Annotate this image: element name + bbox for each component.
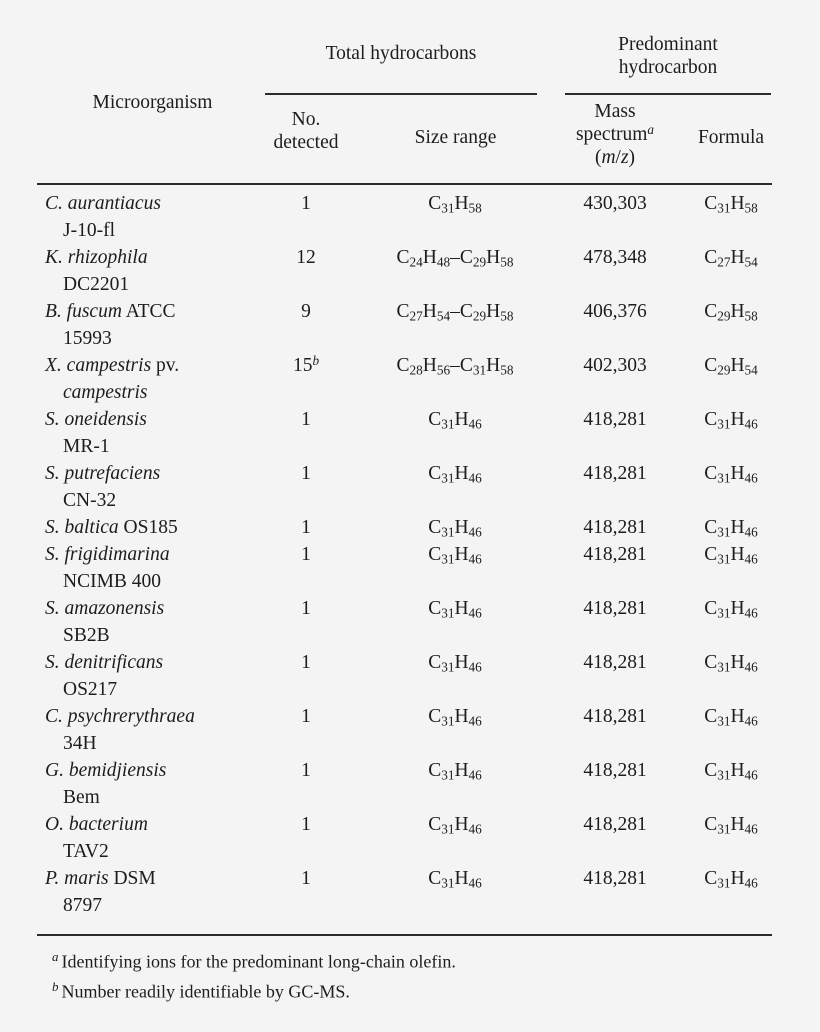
cell-mass-spectrum: 418,281 bbox=[583, 544, 647, 565]
cell-no-detected: 1 bbox=[301, 544, 311, 565]
cell-mass-spectrum: 430,303 bbox=[583, 193, 647, 214]
footnote-marker-a: a bbox=[647, 121, 655, 137]
cell-size-range: $C_{31}H_{46}$ bbox=[428, 814, 482, 837]
cell-size-range: $C_{31}H_{46}$ bbox=[428, 760, 482, 783]
column-header-microorganism: Microorganism bbox=[92, 92, 213, 113]
cell-microorganism: S. frigidimarina NCIMB 400 bbox=[45, 544, 170, 592]
cell-no-detected: 1 bbox=[301, 193, 311, 214]
cell-mass-spectrum: 418,281 bbox=[583, 463, 647, 484]
table-row bbox=[0, 298, 820, 352]
footnote-text: Identifying ions for the predominant long-chain olefin. bbox=[61, 951, 456, 972]
cell-size-range: $C_{31}H_{46}$ bbox=[428, 652, 482, 675]
column-header-mass-units: (m/z) bbox=[594, 147, 636, 168]
cell-formula: $C_{31}H_{46}$ bbox=[704, 598, 758, 621]
table-row bbox=[0, 757, 820, 811]
table-row bbox=[0, 649, 820, 703]
cell-mass-spectrum: 406,376 bbox=[583, 301, 647, 322]
cell-formula: $C_{31}H_{46}$ bbox=[704, 517, 758, 540]
cell-no-detected: 1 bbox=[301, 760, 311, 781]
cell-size-range: $C_{31}H_{46}$ bbox=[428, 463, 482, 486]
cell-size-range: $C_{31}H_{46}$ bbox=[428, 706, 482, 729]
cell-microorganism: S. putrefaciens CN-32 bbox=[45, 463, 161, 511]
table-row bbox=[0, 352, 820, 406]
cell-microorganism: S. amazonensis SB2B bbox=[45, 598, 165, 646]
cell-mass-spectrum: 418,281 bbox=[583, 706, 647, 727]
cell-no-detected: 1 bbox=[301, 814, 311, 835]
cell-formula: $C_{31}H_{46}$ bbox=[704, 868, 758, 891]
cell-size-range: $C_{31}H_{46}$ bbox=[428, 517, 482, 540]
cell-microorganism: P. maris DSM 8797 bbox=[45, 868, 156, 916]
cell-microorganism: G. bemidjiensis Bem bbox=[45, 760, 167, 808]
table-bottom-rule bbox=[37, 934, 772, 936]
cell-formula: $C_{29}H_{54}$ bbox=[704, 355, 758, 378]
footnote bbox=[52, 974, 792, 1004]
cell-no-detected: 1 bbox=[301, 598, 311, 619]
group-rule-total bbox=[265, 93, 537, 95]
cell-formula: $C_{31}H_{46}$ bbox=[704, 706, 758, 729]
table-row bbox=[0, 406, 820, 460]
cell-mass-spectrum: 418,281 bbox=[583, 814, 647, 835]
cell-microorganism: S. denitrificans OS217 bbox=[45, 652, 164, 700]
cell-mass-spectrum: 418,281 bbox=[583, 598, 647, 619]
table-row bbox=[0, 703, 820, 757]
cell-formula: $C_{31}H_{46}$ bbox=[704, 544, 758, 567]
footnote-marker: b bbox=[52, 979, 59, 995]
table-row bbox=[0, 595, 820, 649]
cell-no-detected: 1 bbox=[301, 868, 311, 889]
cell-size-range: $C_{24}H_{48}-C_{29}H_{58}$ bbox=[396, 247, 514, 270]
cell-size-range: $C_{31}H_{46}$ bbox=[428, 544, 482, 567]
table-row bbox=[0, 460, 820, 514]
cell-mass-spectrum: 402,303 bbox=[583, 355, 647, 376]
cell-microorganism: K. rhizophila DC2201 bbox=[45, 247, 148, 295]
cell-no-detected: 9 bbox=[301, 301, 311, 322]
cell-mass-spectrum: 418,281 bbox=[583, 409, 647, 430]
header-bottom-rule bbox=[37, 183, 772, 185]
table-row bbox=[0, 865, 820, 919]
cell-formula: $C_{31}H_{46}$ bbox=[704, 652, 758, 675]
cell-size-range: $C_{31}H_{58}$ bbox=[428, 193, 482, 216]
table-row bbox=[0, 190, 820, 244]
cell-microorganism: X. campestris pv. campestris bbox=[45, 355, 180, 403]
cell-size-range: $C_{31}H_{46}$ bbox=[428, 868, 482, 891]
cell-microorganism: C. aurantiacus J-10-fl bbox=[45, 193, 161, 241]
table-row bbox=[0, 811, 820, 865]
column-header-mass-spectrum bbox=[553, 100, 677, 169]
table-row bbox=[0, 514, 820, 541]
cell-no-detected: 1 bbox=[301, 409, 311, 430]
cell-formula: $C_{29}H_{58}$ bbox=[704, 301, 758, 324]
column-group-predominant-line1: Predominant bbox=[618, 34, 718, 55]
cell-microorganism: O. bacterium TAV2 bbox=[45, 814, 148, 862]
column-group-predominant-line2: hydrocarbon bbox=[618, 57, 718, 78]
cell-size-range: $C_{31}H_{46}$ bbox=[428, 598, 482, 621]
cell-size-range: $C_{27}H_{54}-C_{29}H_{58}$ bbox=[396, 301, 514, 324]
cell-microorganism: B. fuscum ATCC 15993 bbox=[45, 301, 176, 349]
cell-no-detected: 1 bbox=[301, 652, 311, 673]
cell-no-detected: 12 bbox=[296, 247, 316, 268]
column-header-no-line2: detected bbox=[273, 132, 339, 153]
column-header-formula: Formula bbox=[697, 127, 765, 148]
table-body bbox=[0, 190, 820, 919]
cell-no-detected: 1 bbox=[301, 517, 311, 538]
cell-microorganism: S. baltica OS185 bbox=[45, 517, 178, 538]
column-header-mass-line2: spectrum bbox=[575, 124, 648, 145]
cell-microorganism: C. psychrerythraea 34H bbox=[45, 706, 195, 754]
column-header-no-line1: No. bbox=[291, 109, 321, 130]
cell-size-range: $C_{28}H_{56}-C_{31}H_{58}$ bbox=[396, 355, 514, 378]
cell-formula: $C_{31}H_{58}$ bbox=[704, 193, 758, 216]
column-header-mass-line1: Mass bbox=[594, 101, 636, 122]
column-header-size-range: Size range bbox=[414, 127, 497, 148]
cell-mass-spectrum: 418,281 bbox=[583, 760, 647, 781]
cell-mass-spectrum: 418,281 bbox=[583, 517, 647, 538]
footnote-marker: a bbox=[52, 949, 59, 964]
cell-formula: $C_{31}H_{46}$ bbox=[704, 814, 758, 837]
footnotes bbox=[52, 944, 792, 1005]
footnote bbox=[52, 944, 792, 974]
cell-no-detected: 1 bbox=[301, 706, 311, 727]
cell-mass-spectrum: 418,281 bbox=[583, 652, 647, 673]
cell-formula: $C_{31}H_{46}$ bbox=[704, 409, 758, 432]
cell-no-detected: 15$^b$ bbox=[292, 352, 320, 376]
cell-microorganism: S. oneidensis MR-1 bbox=[45, 409, 147, 457]
cell-mass-spectrum: 478,348 bbox=[583, 247, 647, 268]
cell-no-detected: 1 bbox=[301, 463, 311, 484]
footnote-text: Number readily identifiable by GC-MS. bbox=[61, 981, 350, 1002]
cell-mass-spectrum: 418,281 bbox=[583, 868, 647, 889]
cell-formula: $C_{31}H_{46}$ bbox=[704, 760, 758, 783]
cell-formula: $C_{27}H_{54}$ bbox=[704, 247, 758, 270]
group-rule-predominant bbox=[565, 93, 771, 95]
cell-size-range: $C_{31}H_{46}$ bbox=[428, 409, 482, 432]
column-header-no-detected bbox=[252, 108, 360, 154]
table-row bbox=[0, 244, 820, 298]
column-group-predominant-hydrocarbon bbox=[565, 33, 771, 79]
table-row bbox=[0, 541, 820, 595]
column-group-total-hydrocarbons: Total hydrocarbons bbox=[325, 43, 477, 64]
cell-formula: $C_{31}H_{46}$ bbox=[704, 463, 758, 486]
